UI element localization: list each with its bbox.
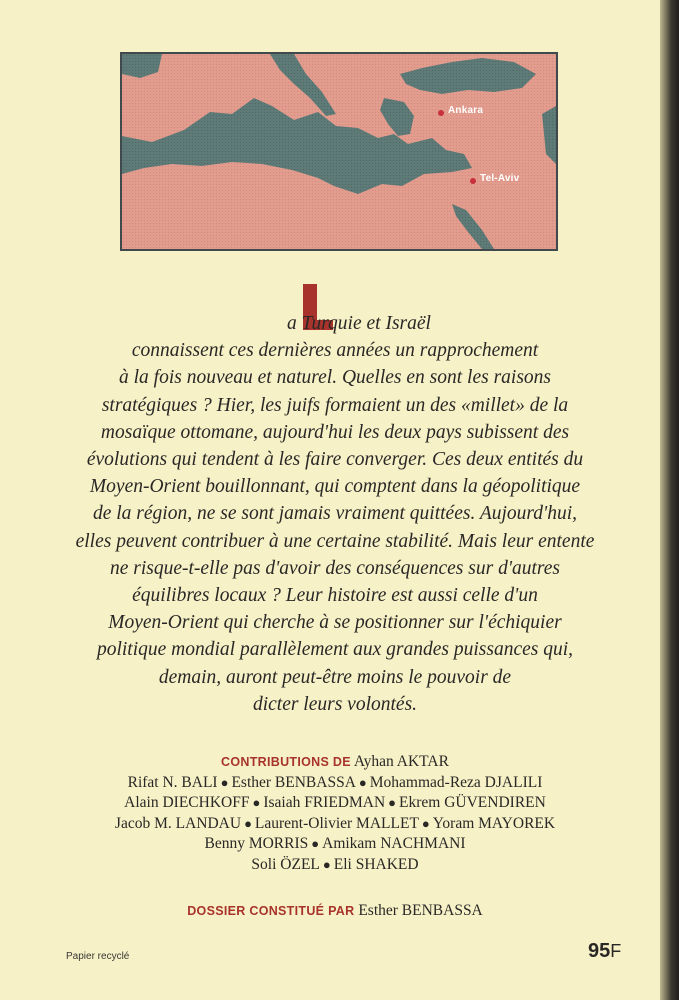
- city-label-tel-aviv: Tel-Aviv: [480, 173, 520, 184]
- contributor-name: Amikam NACHMANI: [322, 835, 466, 852]
- map-graphic: [122, 54, 556, 249]
- contributor-name: Soli ÖZEL: [251, 855, 320, 873]
- summary-line: mosaïque ottomane, aujourd'hui les deux pays subissent des: [100, 421, 570, 443]
- contributor-name: Laurent-Olivier MALLET: [254, 814, 419, 832]
- contributor-name: Yoram MAYOREK: [432, 814, 556, 832]
- summary-line: dicter leurs volontés.: [252, 693, 418, 715]
- contributors-line: [30, 773, 640, 794]
- contributors-line: [30, 814, 640, 835]
- contributor-name: Benny MORRIS: [204, 835, 309, 852]
- summary-line: connaissent ces dernières années un rapprochement: [131, 340, 539, 362]
- contributors-line: [30, 793, 640, 814]
- ankara-dot: [438, 110, 444, 116]
- dossier-credit: [30, 902, 640, 920]
- bullet-icon: ●: [358, 774, 367, 790]
- bullet-icon: ●: [244, 815, 252, 831]
- bullet-icon: ●: [322, 856, 331, 872]
- summary-text: [30, 310, 640, 718]
- contributor-name: Mohammad-Reza DJALILI: [369, 773, 543, 791]
- contributors-line: [30, 834, 640, 855]
- summary-line: de la région, ne se sont jamais vraiment quittées. Aujourd'hui,: [92, 503, 578, 525]
- city-label-ankara: Ankara: [448, 105, 484, 116]
- contributor-name: Isaiah FRIEDMAN: [263, 794, 386, 811]
- contributor-name: Jacob M. LANDAU: [114, 814, 242, 832]
- recycled-paper-note: Papier recyclé: [66, 951, 130, 962]
- contributor-name: Ayhan AKTAR: [353, 753, 449, 770]
- summary-line: Moyen-Orient bouillonnant, qui comptent dans la géopolitique: [89, 476, 581, 498]
- summary-line: évolutions qui tendent à les faire converger. Ces deux entités du: [86, 449, 584, 471]
- summary-line: ne risque-t-elle pas d'avoir des conséquences sur d'autres: [109, 557, 561, 579]
- bullet-icon: ●: [220, 774, 229, 790]
- summary-line: équilibres locaux ? Leur histoire est aussi celle d'un: [132, 585, 538, 607]
- contributor-name: Esther BENBASSA: [231, 773, 356, 791]
- dossier-label: DOSSIER CONSTITUÉ PAR: [187, 904, 355, 918]
- contributor-name: Alain DIECHKOFF: [124, 794, 250, 811]
- price-currency: F: [610, 941, 622, 961]
- bullet-icon: ●: [388, 795, 397, 810]
- contributor-name: Rifat N. BALI: [127, 773, 218, 791]
- contributions-label: CONTRIBUTIONS DE: [221, 755, 351, 769]
- bullet-icon: ●: [421, 815, 430, 831]
- page-edge-shadow: [660, 0, 679, 1000]
- bullet-icon: ●: [311, 836, 320, 851]
- bullet-icon: ●: [252, 795, 261, 810]
- contributors-first-line: [30, 752, 640, 773]
- summary-line: elles peuvent contribuer à une certaine stabilité. Mais leur entente: [75, 530, 595, 552]
- summary-line: Moyen-Orient qui cherche à se positionner sur l'échiquier: [108, 612, 562, 634]
- contributor-name: Ekrem GÜVENDIREN: [399, 794, 546, 811]
- price-value: 95: [588, 940, 611, 962]
- summary-line: demain, auront peut-être moins le pouvoir de: [158, 666, 512, 688]
- tel-aviv-dot: [470, 178, 476, 184]
- summary-line: stratégiques ? Hier, les juifs formaient un des «millet» de la: [101, 394, 569, 416]
- mediterranean-map: [120, 52, 558, 251]
- summary-line: à la fois nouveau et naturel. Quelles en sont les raisons: [118, 367, 552, 389]
- summary-line: a Turquie et Israël: [287, 313, 431, 334]
- contributors-line: [30, 855, 640, 876]
- contributor-name: Eli SHAKED: [333, 855, 419, 873]
- price: [588, 940, 621, 963]
- dossier-name: Esther BENBASSA: [358, 902, 483, 919]
- contributors-list: [30, 752, 640, 875]
- summary-line: politique mondial parallèlement aux grandes puissances qui,: [96, 639, 574, 661]
